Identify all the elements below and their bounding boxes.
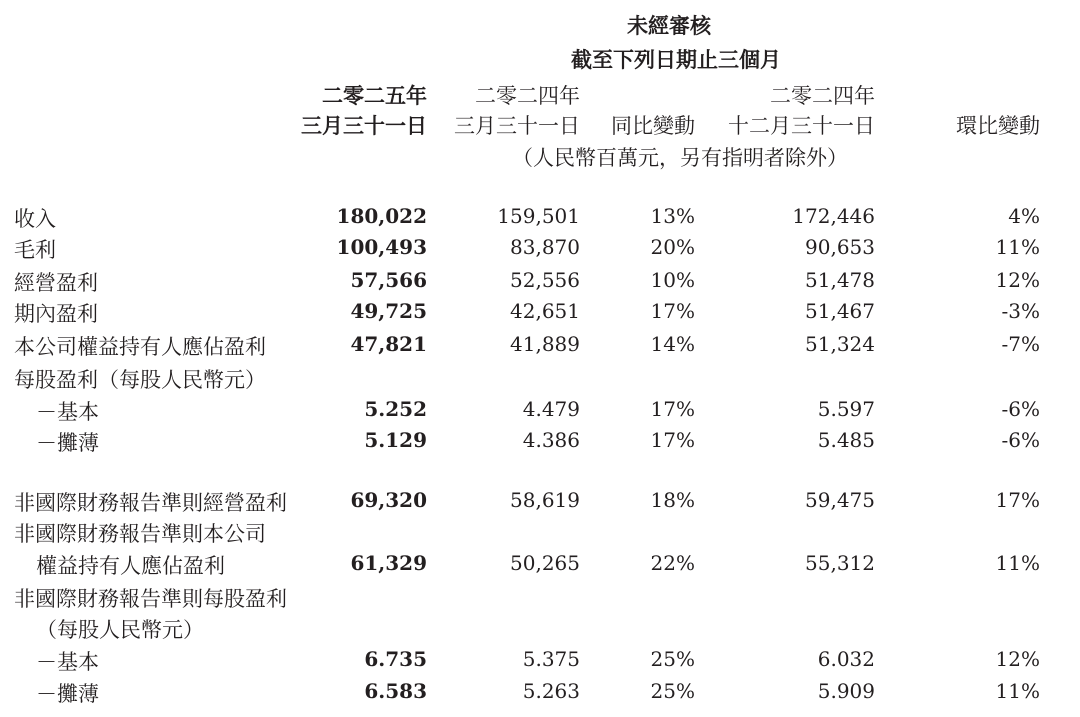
col1-header-date: 三月三十一日 — [301, 113, 427, 138]
value-current-quarter: 47,821 — [350, 332, 427, 356]
value-qoq-change: -6% — [1001, 428, 1040, 452]
value-prior-quarter: 5.597 — [817, 397, 875, 421]
row-label: －攤薄 — [36, 682, 99, 706]
col5-header-qoq: 環比變動 — [956, 114, 1040, 138]
value-prior-year-quarter: 5.263 — [522, 679, 580, 703]
value-yoy-change: 22% — [650, 551, 695, 575]
value-prior-year-quarter: 41,889 — [510, 332, 580, 356]
value-prior-quarter: 51,324 — [805, 332, 875, 356]
col2-header-year: 二零二四年 — [475, 84, 580, 108]
value-current-quarter: 180,022 — [336, 204, 427, 228]
value-prior-year-quarter: 4.479 — [522, 397, 580, 421]
value-prior-year-quarter: 58,619 — [510, 488, 580, 512]
value-prior-year-quarter: 50,265 — [510, 551, 580, 575]
value-current-quarter: 100,493 — [336, 235, 427, 259]
value-prior-quarter: 51,467 — [805, 299, 875, 323]
value-qoq-change: -7% — [1001, 332, 1040, 356]
value-qoq-change: 12% — [995, 268, 1040, 292]
value-current-quarter: 5.252 — [364, 397, 427, 421]
col4-header-date: 十二月三十一日 — [728, 114, 875, 138]
col3-header-yoy: 同比變動 — [611, 114, 695, 138]
value-prior-quarter: 51,478 — [805, 268, 875, 292]
value-prior-year-quarter: 42,651 — [510, 299, 580, 323]
table-title-period: 截至下列日期止三個月 — [571, 47, 781, 72]
value-current-quarter: 61,329 — [350, 551, 427, 575]
row-label: 本公司權益持有人應佔盈利 — [14, 335, 266, 359]
value-current-quarter: 5.129 — [364, 428, 427, 452]
row-label: 經營盈利 — [14, 271, 98, 295]
value-qoq-change: -3% — [1001, 299, 1040, 323]
row-label: 非國際財務報告準則本公司 — [14, 522, 266, 546]
value-yoy-change: 20% — [650, 235, 695, 259]
row-label: －基本 — [36, 400, 99, 424]
value-qoq-change: 17% — [995, 488, 1040, 512]
value-yoy-change: 17% — [650, 428, 695, 452]
value-yoy-change: 17% — [650, 397, 695, 421]
value-qoq-change: 11% — [995, 235, 1040, 259]
row-label: （每股人民幣元） — [36, 618, 204, 642]
value-yoy-change: 17% — [650, 299, 695, 323]
value-qoq-change: -6% — [1001, 397, 1040, 421]
value-prior-year-quarter: 5.375 — [522, 647, 580, 671]
value-qoq-change: 11% — [995, 551, 1040, 575]
row-label: 期內盈利 — [14, 302, 98, 326]
col1-header-year: 二零二五年 — [322, 83, 427, 108]
value-prior-quarter: 5.485 — [817, 428, 875, 452]
value-current-quarter: 69,320 — [350, 488, 427, 512]
value-yoy-change: 10% — [650, 268, 695, 292]
row-label: 權益持有人應佔盈利 — [36, 554, 225, 578]
value-prior-year-quarter: 52,556 — [510, 268, 580, 292]
unit-note: （人民幣百萬元，另有指明者除外） — [512, 146, 848, 170]
value-current-quarter: 49,725 — [350, 299, 427, 323]
value-prior-year-quarter: 159,501 — [497, 204, 580, 228]
value-yoy-change: 14% — [650, 332, 695, 356]
value-prior-year-quarter: 4.386 — [522, 428, 580, 452]
value-qoq-change: 4% — [1008, 204, 1040, 228]
row-label: 收入 — [14, 207, 56, 231]
value-qoq-change: 12% — [995, 647, 1040, 671]
value-yoy-change: 25% — [650, 679, 695, 703]
row-label: 每股盈利（每股人民幣元） — [14, 368, 266, 392]
value-yoy-change: 13% — [650, 204, 695, 228]
value-current-quarter: 6.583 — [364, 679, 427, 703]
value-prior-quarter: 55,312 — [805, 551, 875, 575]
value-yoy-change: 18% — [650, 488, 695, 512]
value-prior-quarter: 6.032 — [817, 647, 875, 671]
value-prior-year-quarter: 83,870 — [510, 235, 580, 259]
row-label: －攤薄 — [36, 431, 99, 455]
col2-header-date: 三月三十一日 — [454, 114, 580, 138]
row-label: 非國際財務報告準則經營盈利 — [14, 491, 287, 515]
value-prior-quarter: 59,475 — [805, 488, 875, 512]
value-current-quarter: 57,566 — [350, 268, 427, 292]
value-current-quarter: 6.735 — [364, 647, 427, 671]
value-prior-quarter: 90,653 — [805, 235, 875, 259]
value-qoq-change: 11% — [995, 679, 1040, 703]
value-prior-quarter: 5.909 — [817, 679, 875, 703]
table-title-unaudited: 未經審核 — [627, 13, 711, 38]
col4-header-year: 二零二四年 — [770, 84, 875, 108]
row-label: 毛利 — [14, 238, 56, 262]
row-label: 非國際財務報告準則每股盈利 — [14, 587, 287, 611]
value-prior-quarter: 172,446 — [792, 204, 875, 228]
row-label: －基本 — [36, 650, 99, 674]
value-yoy-change: 25% — [650, 647, 695, 671]
